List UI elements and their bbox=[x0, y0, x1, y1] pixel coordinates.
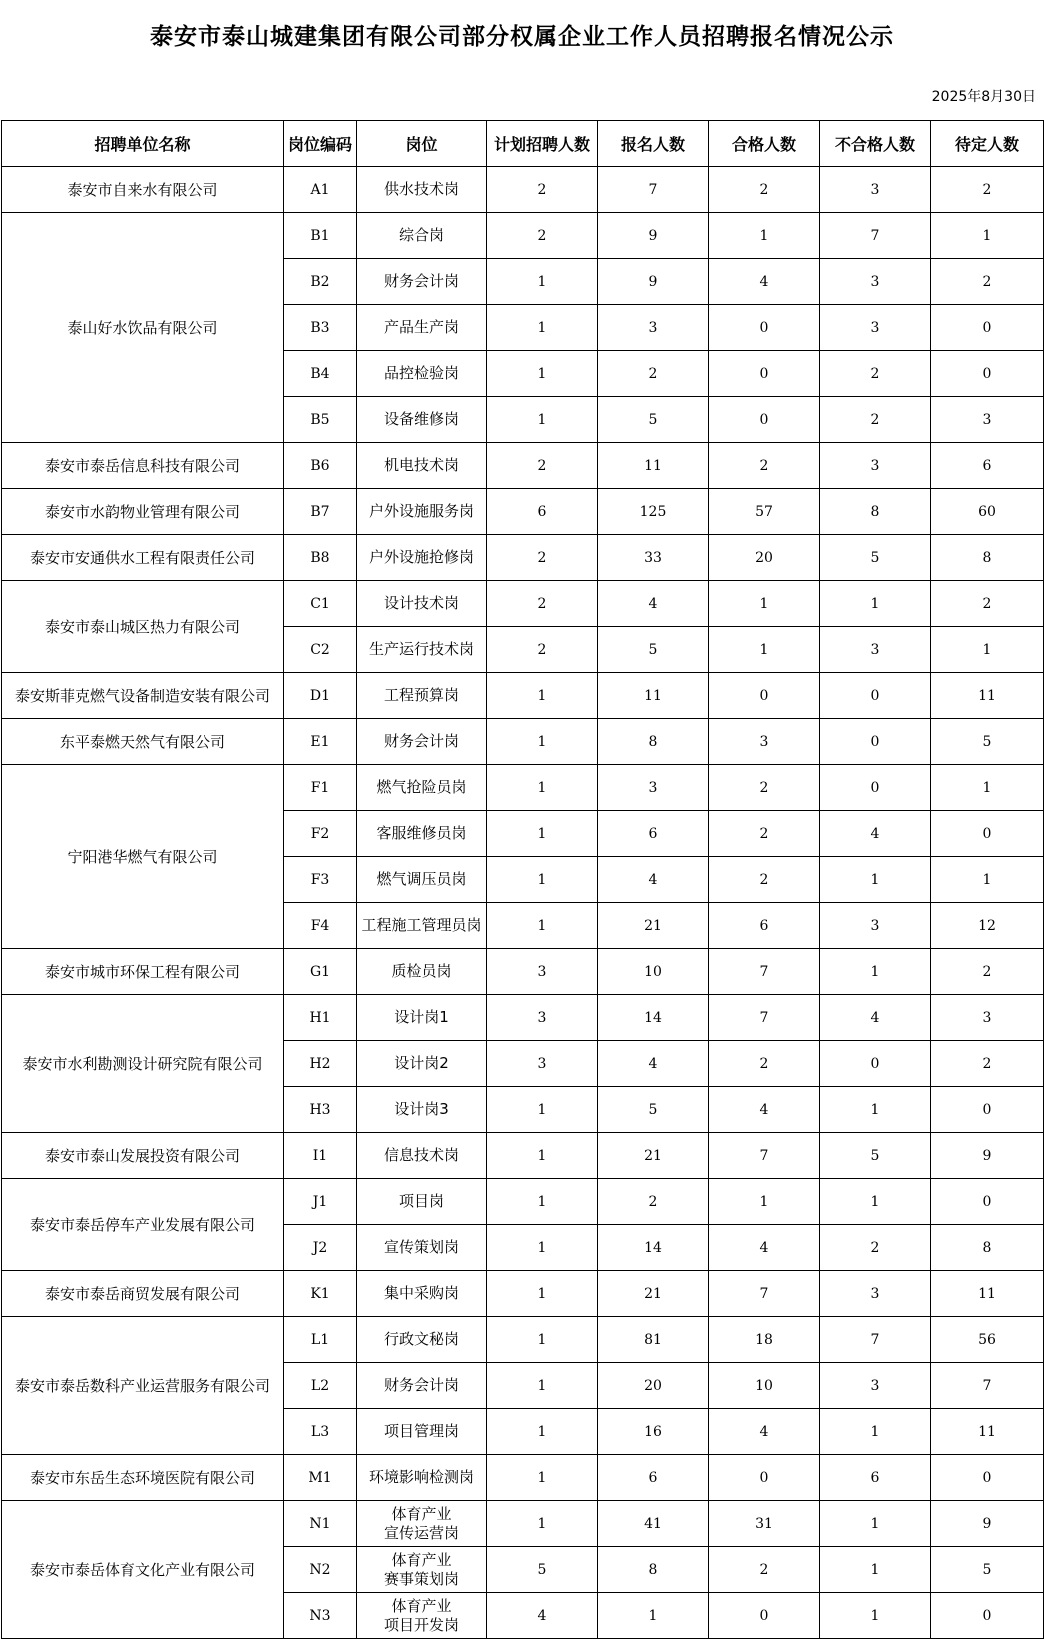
pending-count-cell: 0 bbox=[931, 1455, 1044, 1501]
position-name-cell: 客服维修员岗 bbox=[357, 811, 487, 857]
applied-count-cell: 3 bbox=[598, 765, 709, 811]
applied-count-cell: 2 bbox=[598, 351, 709, 397]
pending-count-cell: 1 bbox=[931, 213, 1044, 259]
publish-date: 2025年8月30日 bbox=[931, 89, 1036, 105]
position-code-cell: J1 bbox=[284, 1179, 357, 1225]
position-name-cell: 项目岗 bbox=[357, 1179, 487, 1225]
plan-count-cell: 3 bbox=[487, 1041, 598, 1087]
position-code-cell: B3 bbox=[284, 305, 357, 351]
table-row bbox=[2, 1317, 1044, 1363]
pending-count-cell: 8 bbox=[931, 1225, 1044, 1271]
unit-name-cell: 泰安市泰山发展投资有限公司 bbox=[2, 1133, 284, 1179]
unqualified-count-cell: 1 bbox=[820, 1547, 931, 1593]
plan-count-cell: 2 bbox=[487, 627, 598, 673]
pending-count-cell: 2 bbox=[931, 1041, 1044, 1087]
pending-count-cell: 2 bbox=[931, 581, 1044, 627]
plan-count-cell: 1 bbox=[487, 1087, 598, 1133]
pending-count-cell: 11 bbox=[931, 1409, 1044, 1455]
pending-count-cell: 60 bbox=[931, 489, 1044, 535]
position-code-cell: F2 bbox=[284, 811, 357, 857]
unit-name-cell: 泰安市泰岳商贸发展有限公司 bbox=[2, 1271, 284, 1317]
unqualified-count-cell: 0 bbox=[820, 719, 931, 765]
qualified-count-cell: 1 bbox=[709, 581, 820, 627]
unqualified-count-cell: 1 bbox=[820, 1409, 931, 1455]
table-row bbox=[2, 167, 1044, 213]
position-name-cell: 供水技术岗 bbox=[357, 167, 487, 213]
plan-count-cell: 1 bbox=[487, 811, 598, 857]
table-row bbox=[2, 443, 1044, 489]
pending-count-cell: 9 bbox=[931, 1133, 1044, 1179]
position-name-cell: 综合岗 bbox=[357, 213, 487, 259]
plan-count-cell: 2 bbox=[487, 581, 598, 627]
unqualified-count-cell: 5 bbox=[820, 535, 931, 581]
position-code-cell: F1 bbox=[284, 765, 357, 811]
position-name-cell: 产品生产岗 bbox=[357, 305, 487, 351]
table-row bbox=[2, 1271, 1044, 1317]
plan-count-cell: 1 bbox=[487, 903, 598, 949]
table-row bbox=[2, 213, 1044, 259]
plan-count-cell: 4 bbox=[487, 1593, 598, 1639]
position-name-cell: 财务会计岗 bbox=[357, 719, 487, 765]
unqualified-count-cell: 7 bbox=[820, 213, 931, 259]
position-name-cell: 信息技术岗 bbox=[357, 1133, 487, 1179]
pending-count-cell: 1 bbox=[931, 765, 1044, 811]
position-code-cell: C1 bbox=[284, 581, 357, 627]
plan-count-cell: 1 bbox=[487, 1363, 598, 1409]
position-name-cell: 财务会计岗 bbox=[357, 259, 487, 305]
unqualified-count-cell: 3 bbox=[820, 1363, 931, 1409]
applied-count-cell: 2 bbox=[598, 1179, 709, 1225]
pending-count-cell: 11 bbox=[931, 673, 1044, 719]
position-code-cell: N3 bbox=[284, 1593, 357, 1639]
table-row bbox=[2, 535, 1044, 581]
qualified-count-cell: 0 bbox=[709, 673, 820, 719]
position-name-cell: 集中采购岗 bbox=[357, 1271, 487, 1317]
applied-count-cell: 4 bbox=[598, 1041, 709, 1087]
position-name-cell: 环境影响检测岗 bbox=[357, 1455, 487, 1501]
unqualified-count-cell: 0 bbox=[820, 673, 931, 719]
applied-count-cell: 21 bbox=[598, 903, 709, 949]
plan-count-cell: 2 bbox=[487, 213, 598, 259]
qualified-count-cell: 18 bbox=[709, 1317, 820, 1363]
position-code-cell: N2 bbox=[284, 1547, 357, 1593]
qualified-count-cell: 4 bbox=[709, 1225, 820, 1271]
position-name-cell: 工程预算岗 bbox=[357, 673, 487, 719]
unqualified-count-cell: 4 bbox=[820, 995, 931, 1041]
unqualified-count-cell: 7 bbox=[820, 1317, 931, 1363]
qualified-count-cell: 0 bbox=[709, 397, 820, 443]
unit-name-cell: 泰安市泰岳数科产业运营服务有限公司 bbox=[2, 1317, 284, 1455]
applied-count-cell: 6 bbox=[598, 811, 709, 857]
unqualified-count-cell: 2 bbox=[820, 1225, 931, 1271]
applied-count-cell: 16 bbox=[598, 1409, 709, 1455]
pending-count-cell: 6 bbox=[931, 443, 1044, 489]
unit-name-cell: 泰安市水利勘测设计研究院有限公司 bbox=[2, 995, 284, 1133]
header-applied: 报名人数 bbox=[598, 121, 709, 167]
position-code-cell: L2 bbox=[284, 1363, 357, 1409]
qualified-count-cell: 4 bbox=[709, 1087, 820, 1133]
plan-count-cell: 1 bbox=[487, 857, 598, 903]
table-row bbox=[2, 581, 1044, 627]
table-row bbox=[2, 489, 1044, 535]
applied-count-cell: 9 bbox=[598, 259, 709, 305]
position-code-cell: L1 bbox=[284, 1317, 357, 1363]
position-code-cell: D1 bbox=[284, 673, 357, 719]
qualified-count-cell: 0 bbox=[709, 1593, 820, 1639]
applied-count-cell: 5 bbox=[598, 1087, 709, 1133]
position-name-cell: 行政文秘岗 bbox=[357, 1317, 487, 1363]
header-unit: 招聘单位名称 bbox=[2, 121, 284, 167]
applied-count-cell: 11 bbox=[598, 443, 709, 489]
unqualified-count-cell: 3 bbox=[820, 259, 931, 305]
unit-name-cell: 泰安市泰岳停车产业发展有限公司 bbox=[2, 1179, 284, 1271]
unit-name-cell: 泰安市泰岳信息科技有限公司 bbox=[2, 443, 284, 489]
applied-count-cell: 5 bbox=[598, 397, 709, 443]
plan-count-cell: 1 bbox=[487, 673, 598, 719]
applied-count-cell: 4 bbox=[598, 581, 709, 627]
plan-count-cell: 2 bbox=[487, 535, 598, 581]
qualified-count-cell: 2 bbox=[709, 857, 820, 903]
unqualified-count-cell: 3 bbox=[820, 443, 931, 489]
qualified-count-cell: 0 bbox=[709, 351, 820, 397]
unqualified-count-cell: 0 bbox=[820, 1041, 931, 1087]
position-code-cell: F3 bbox=[284, 857, 357, 903]
position-code-cell: N1 bbox=[284, 1501, 357, 1547]
plan-count-cell: 1 bbox=[487, 1317, 598, 1363]
position-name-cell: 宣传策划岗 bbox=[357, 1225, 487, 1271]
qualified-count-cell: 2 bbox=[709, 811, 820, 857]
header-position: 岗位 bbox=[357, 121, 487, 167]
position-name-cell: 品控检验岗 bbox=[357, 351, 487, 397]
position-name-cell: 设计岗3 bbox=[357, 1087, 487, 1133]
qualified-count-cell: 7 bbox=[709, 1133, 820, 1179]
unit-name-cell: 泰安市泰岳体育文化产业有限公司 bbox=[2, 1501, 284, 1639]
unqualified-count-cell: 2 bbox=[820, 397, 931, 443]
position-name-cell: 项目管理岗 bbox=[357, 1409, 487, 1455]
position-code-cell: I1 bbox=[284, 1133, 357, 1179]
applied-count-cell: 1 bbox=[598, 1593, 709, 1639]
unit-name-cell: 泰安斯菲克燃气设备制造安装有限公司 bbox=[2, 673, 284, 719]
position-name-cell: 设计岗1 bbox=[357, 995, 487, 1041]
table-row bbox=[2, 995, 1044, 1041]
plan-count-cell: 1 bbox=[487, 1179, 598, 1225]
qualified-count-cell: 0 bbox=[709, 1455, 820, 1501]
header-row bbox=[2, 121, 1044, 167]
position-name-cell: 设计岗2 bbox=[357, 1041, 487, 1087]
applied-count-cell: 20 bbox=[598, 1363, 709, 1409]
position-code-cell: K1 bbox=[284, 1271, 357, 1317]
table-body bbox=[2, 167, 1044, 1639]
unqualified-count-cell: 2 bbox=[820, 351, 931, 397]
pending-count-cell: 3 bbox=[931, 995, 1044, 1041]
pending-count-cell: 5 bbox=[931, 719, 1044, 765]
header-plan: 计划招聘人数 bbox=[487, 121, 598, 167]
header-pending: 待定人数 bbox=[931, 121, 1044, 167]
qualified-count-cell: 4 bbox=[709, 259, 820, 305]
pending-count-cell: 1 bbox=[931, 627, 1044, 673]
position-name-cell: 财务会计岗 bbox=[357, 1363, 487, 1409]
unqualified-count-cell: 5 bbox=[820, 1133, 931, 1179]
qualified-count-cell: 1 bbox=[709, 1179, 820, 1225]
pending-count-cell: 5 bbox=[931, 1547, 1044, 1593]
unqualified-count-cell: 1 bbox=[820, 581, 931, 627]
unit-name-cell: 泰安市泰山城区热力有限公司 bbox=[2, 581, 284, 673]
position-code-cell: B1 bbox=[284, 213, 357, 259]
pending-count-cell: 12 bbox=[931, 903, 1044, 949]
position-name-cell: 体育产业 赛事策划岗 bbox=[357, 1547, 487, 1593]
plan-count-cell: 1 bbox=[487, 1501, 598, 1547]
unqualified-count-cell: 8 bbox=[820, 489, 931, 535]
applied-count-cell: 4 bbox=[598, 857, 709, 903]
position-code-cell: B8 bbox=[284, 535, 357, 581]
position-code-cell: B2 bbox=[284, 259, 357, 305]
table-row bbox=[2, 1179, 1044, 1225]
applied-count-cell: 14 bbox=[598, 1225, 709, 1271]
unit-name-cell: 泰安市水韵物业管理有限公司 bbox=[2, 489, 284, 535]
applied-count-cell: 8 bbox=[598, 1547, 709, 1593]
unit-name-cell: 泰安市自来水有限公司 bbox=[2, 167, 284, 213]
pending-count-cell: 2 bbox=[931, 949, 1044, 995]
qualified-count-cell: 2 bbox=[709, 1547, 820, 1593]
position-code-cell: B4 bbox=[284, 351, 357, 397]
position-code-cell: B6 bbox=[284, 443, 357, 489]
position-name-cell: 工程施工管理员岗 bbox=[357, 903, 487, 949]
unqualified-count-cell: 3 bbox=[820, 627, 931, 673]
position-name-cell: 机电技术岗 bbox=[357, 443, 487, 489]
position-code-cell: A1 bbox=[284, 167, 357, 213]
applied-count-cell: 41 bbox=[598, 1501, 709, 1547]
unqualified-count-cell: 3 bbox=[820, 305, 931, 351]
position-name-cell: 户外设施抢修岗 bbox=[357, 535, 487, 581]
position-code-cell: C2 bbox=[284, 627, 357, 673]
plan-count-cell: 3 bbox=[487, 995, 598, 1041]
table-row bbox=[2, 673, 1044, 719]
pending-count-cell: 8 bbox=[931, 535, 1044, 581]
pending-count-cell: 0 bbox=[931, 1087, 1044, 1133]
applied-count-cell: 81 bbox=[598, 1317, 709, 1363]
pending-count-cell: 2 bbox=[931, 259, 1044, 305]
applied-count-cell: 6 bbox=[598, 1455, 709, 1501]
pending-count-cell: 11 bbox=[931, 1271, 1044, 1317]
qualified-count-cell: 3 bbox=[709, 719, 820, 765]
qualified-count-cell: 57 bbox=[709, 489, 820, 535]
qualified-count-cell: 20 bbox=[709, 535, 820, 581]
pending-count-cell: 9 bbox=[931, 1501, 1044, 1547]
table-row bbox=[2, 1133, 1044, 1179]
pending-count-cell: 1 bbox=[931, 857, 1044, 903]
plan-count-cell: 1 bbox=[487, 351, 598, 397]
unqualified-count-cell: 1 bbox=[820, 1179, 931, 1225]
applied-count-cell: 125 bbox=[598, 489, 709, 535]
header-qualified: 合格人数 bbox=[709, 121, 820, 167]
pending-count-cell: 2 bbox=[931, 167, 1044, 213]
qualified-count-cell: 4 bbox=[709, 1409, 820, 1455]
position-name-cell: 燃气抢险员岗 bbox=[357, 765, 487, 811]
page-title: 泰安市泰山城建集团有限公司部分权属企业工作人员招聘报名情况公示 bbox=[150, 24, 894, 50]
applied-count-cell: 7 bbox=[598, 167, 709, 213]
position-name-cell: 生产运行技术岗 bbox=[357, 627, 487, 673]
position-name-cell: 体育产业 项目开发岗 bbox=[357, 1593, 487, 1639]
plan-count-cell: 1 bbox=[487, 1133, 598, 1179]
plan-count-cell: 3 bbox=[487, 949, 598, 995]
plan-count-cell: 1 bbox=[487, 1271, 598, 1317]
unqualified-count-cell: 1 bbox=[820, 1593, 931, 1639]
qualified-count-cell: 31 bbox=[709, 1501, 820, 1547]
qualified-count-cell: 6 bbox=[709, 903, 820, 949]
unqualified-count-cell: 3 bbox=[820, 167, 931, 213]
unqualified-count-cell: 3 bbox=[820, 1271, 931, 1317]
header-unqualified: 不合格人数 bbox=[820, 121, 931, 167]
unqualified-count-cell: 0 bbox=[820, 765, 931, 811]
pending-count-cell: 7 bbox=[931, 1363, 1044, 1409]
position-name-cell: 设备维修岗 bbox=[357, 397, 487, 443]
position-code-cell: E1 bbox=[284, 719, 357, 765]
qualified-count-cell: 7 bbox=[709, 995, 820, 1041]
position-code-cell: G1 bbox=[284, 949, 357, 995]
unqualified-count-cell: 1 bbox=[820, 949, 931, 995]
applied-count-cell: 21 bbox=[598, 1133, 709, 1179]
header-code: 岗位编码 bbox=[284, 121, 357, 167]
applied-count-cell: 8 bbox=[598, 719, 709, 765]
pending-count-cell: 0 bbox=[931, 1179, 1044, 1225]
qualified-count-cell: 1 bbox=[709, 627, 820, 673]
position-code-cell: F4 bbox=[284, 903, 357, 949]
applied-count-cell: 14 bbox=[598, 995, 709, 1041]
plan-count-cell: 1 bbox=[487, 1455, 598, 1501]
pending-count-cell: 3 bbox=[931, 397, 1044, 443]
qualified-count-cell: 7 bbox=[709, 949, 820, 995]
position-name-cell: 燃气调压员岗 bbox=[357, 857, 487, 903]
table-row bbox=[2, 1455, 1044, 1501]
plan-count-cell: 6 bbox=[487, 489, 598, 535]
pending-count-cell: 0 bbox=[931, 1593, 1044, 1639]
plan-count-cell: 1 bbox=[487, 1409, 598, 1455]
table-row bbox=[2, 1501, 1044, 1547]
position-code-cell: B7 bbox=[284, 489, 357, 535]
unqualified-count-cell: 4 bbox=[820, 811, 931, 857]
unit-name-cell: 宁阳港华燃气有限公司 bbox=[2, 765, 284, 949]
position-name-cell: 质检员岗 bbox=[357, 949, 487, 995]
applied-count-cell: 3 bbox=[598, 305, 709, 351]
applied-count-cell: 33 bbox=[598, 535, 709, 581]
unqualified-count-cell: 1 bbox=[820, 1501, 931, 1547]
plan-count-cell: 1 bbox=[487, 305, 598, 351]
pending-count-cell: 0 bbox=[931, 305, 1044, 351]
plan-count-cell: 2 bbox=[487, 443, 598, 489]
pending-count-cell: 0 bbox=[931, 351, 1044, 397]
qualified-count-cell: 2 bbox=[709, 167, 820, 213]
position-code-cell: M1 bbox=[284, 1455, 357, 1501]
pending-count-cell: 56 bbox=[931, 1317, 1044, 1363]
unit-name-cell: 泰山好水饮品有限公司 bbox=[2, 213, 284, 443]
qualified-count-cell: 7 bbox=[709, 1271, 820, 1317]
applied-count-cell: 21 bbox=[598, 1271, 709, 1317]
plan-count-cell: 1 bbox=[487, 765, 598, 811]
applied-count-cell: 5 bbox=[598, 627, 709, 673]
plan-count-cell: 2 bbox=[487, 167, 598, 213]
qualified-count-cell: 1 bbox=[709, 213, 820, 259]
unqualified-count-cell: 6 bbox=[820, 1455, 931, 1501]
position-name-cell: 设计技术岗 bbox=[357, 581, 487, 627]
recruitment-table bbox=[1, 120, 1044, 1639]
plan-count-cell: 1 bbox=[487, 397, 598, 443]
position-code-cell: L3 bbox=[284, 1409, 357, 1455]
applied-count-cell: 11 bbox=[598, 673, 709, 719]
position-code-cell: H3 bbox=[284, 1087, 357, 1133]
qualified-count-cell: 10 bbox=[709, 1363, 820, 1409]
unit-name-cell: 泰安市东岳生态环境医院有限公司 bbox=[2, 1455, 284, 1501]
position-code-cell: B5 bbox=[284, 397, 357, 443]
unqualified-count-cell: 3 bbox=[820, 903, 931, 949]
plan-count-cell: 1 bbox=[487, 719, 598, 765]
qualified-count-cell: 2 bbox=[709, 765, 820, 811]
plan-count-cell: 1 bbox=[487, 1225, 598, 1271]
position-name-cell: 户外设施服务岗 bbox=[357, 489, 487, 535]
pending-count-cell: 0 bbox=[931, 811, 1044, 857]
plan-count-cell: 5 bbox=[487, 1547, 598, 1593]
position-code-cell: H1 bbox=[284, 995, 357, 1041]
table-row bbox=[2, 949, 1044, 995]
qualified-count-cell: 2 bbox=[709, 1041, 820, 1087]
unqualified-count-cell: 1 bbox=[820, 1087, 931, 1133]
unqualified-count-cell: 1 bbox=[820, 857, 931, 903]
qualified-count-cell: 0 bbox=[709, 305, 820, 351]
table-row bbox=[2, 719, 1044, 765]
applied-count-cell: 10 bbox=[598, 949, 709, 995]
unit-name-cell: 泰安市城市环保工程有限公司 bbox=[2, 949, 284, 995]
unit-name-cell: 泰安市安通供水工程有限责任公司 bbox=[2, 535, 284, 581]
unit-name-cell: 东平泰燃天然气有限公司 bbox=[2, 719, 284, 765]
qualified-count-cell: 2 bbox=[709, 443, 820, 489]
table-row bbox=[2, 765, 1044, 811]
position-code-cell: H2 bbox=[284, 1041, 357, 1087]
applied-count-cell: 9 bbox=[598, 213, 709, 259]
position-code-cell: J2 bbox=[284, 1225, 357, 1271]
plan-count-cell: 1 bbox=[487, 259, 598, 305]
position-name-cell: 体育产业 宣传运营岗 bbox=[357, 1501, 487, 1547]
